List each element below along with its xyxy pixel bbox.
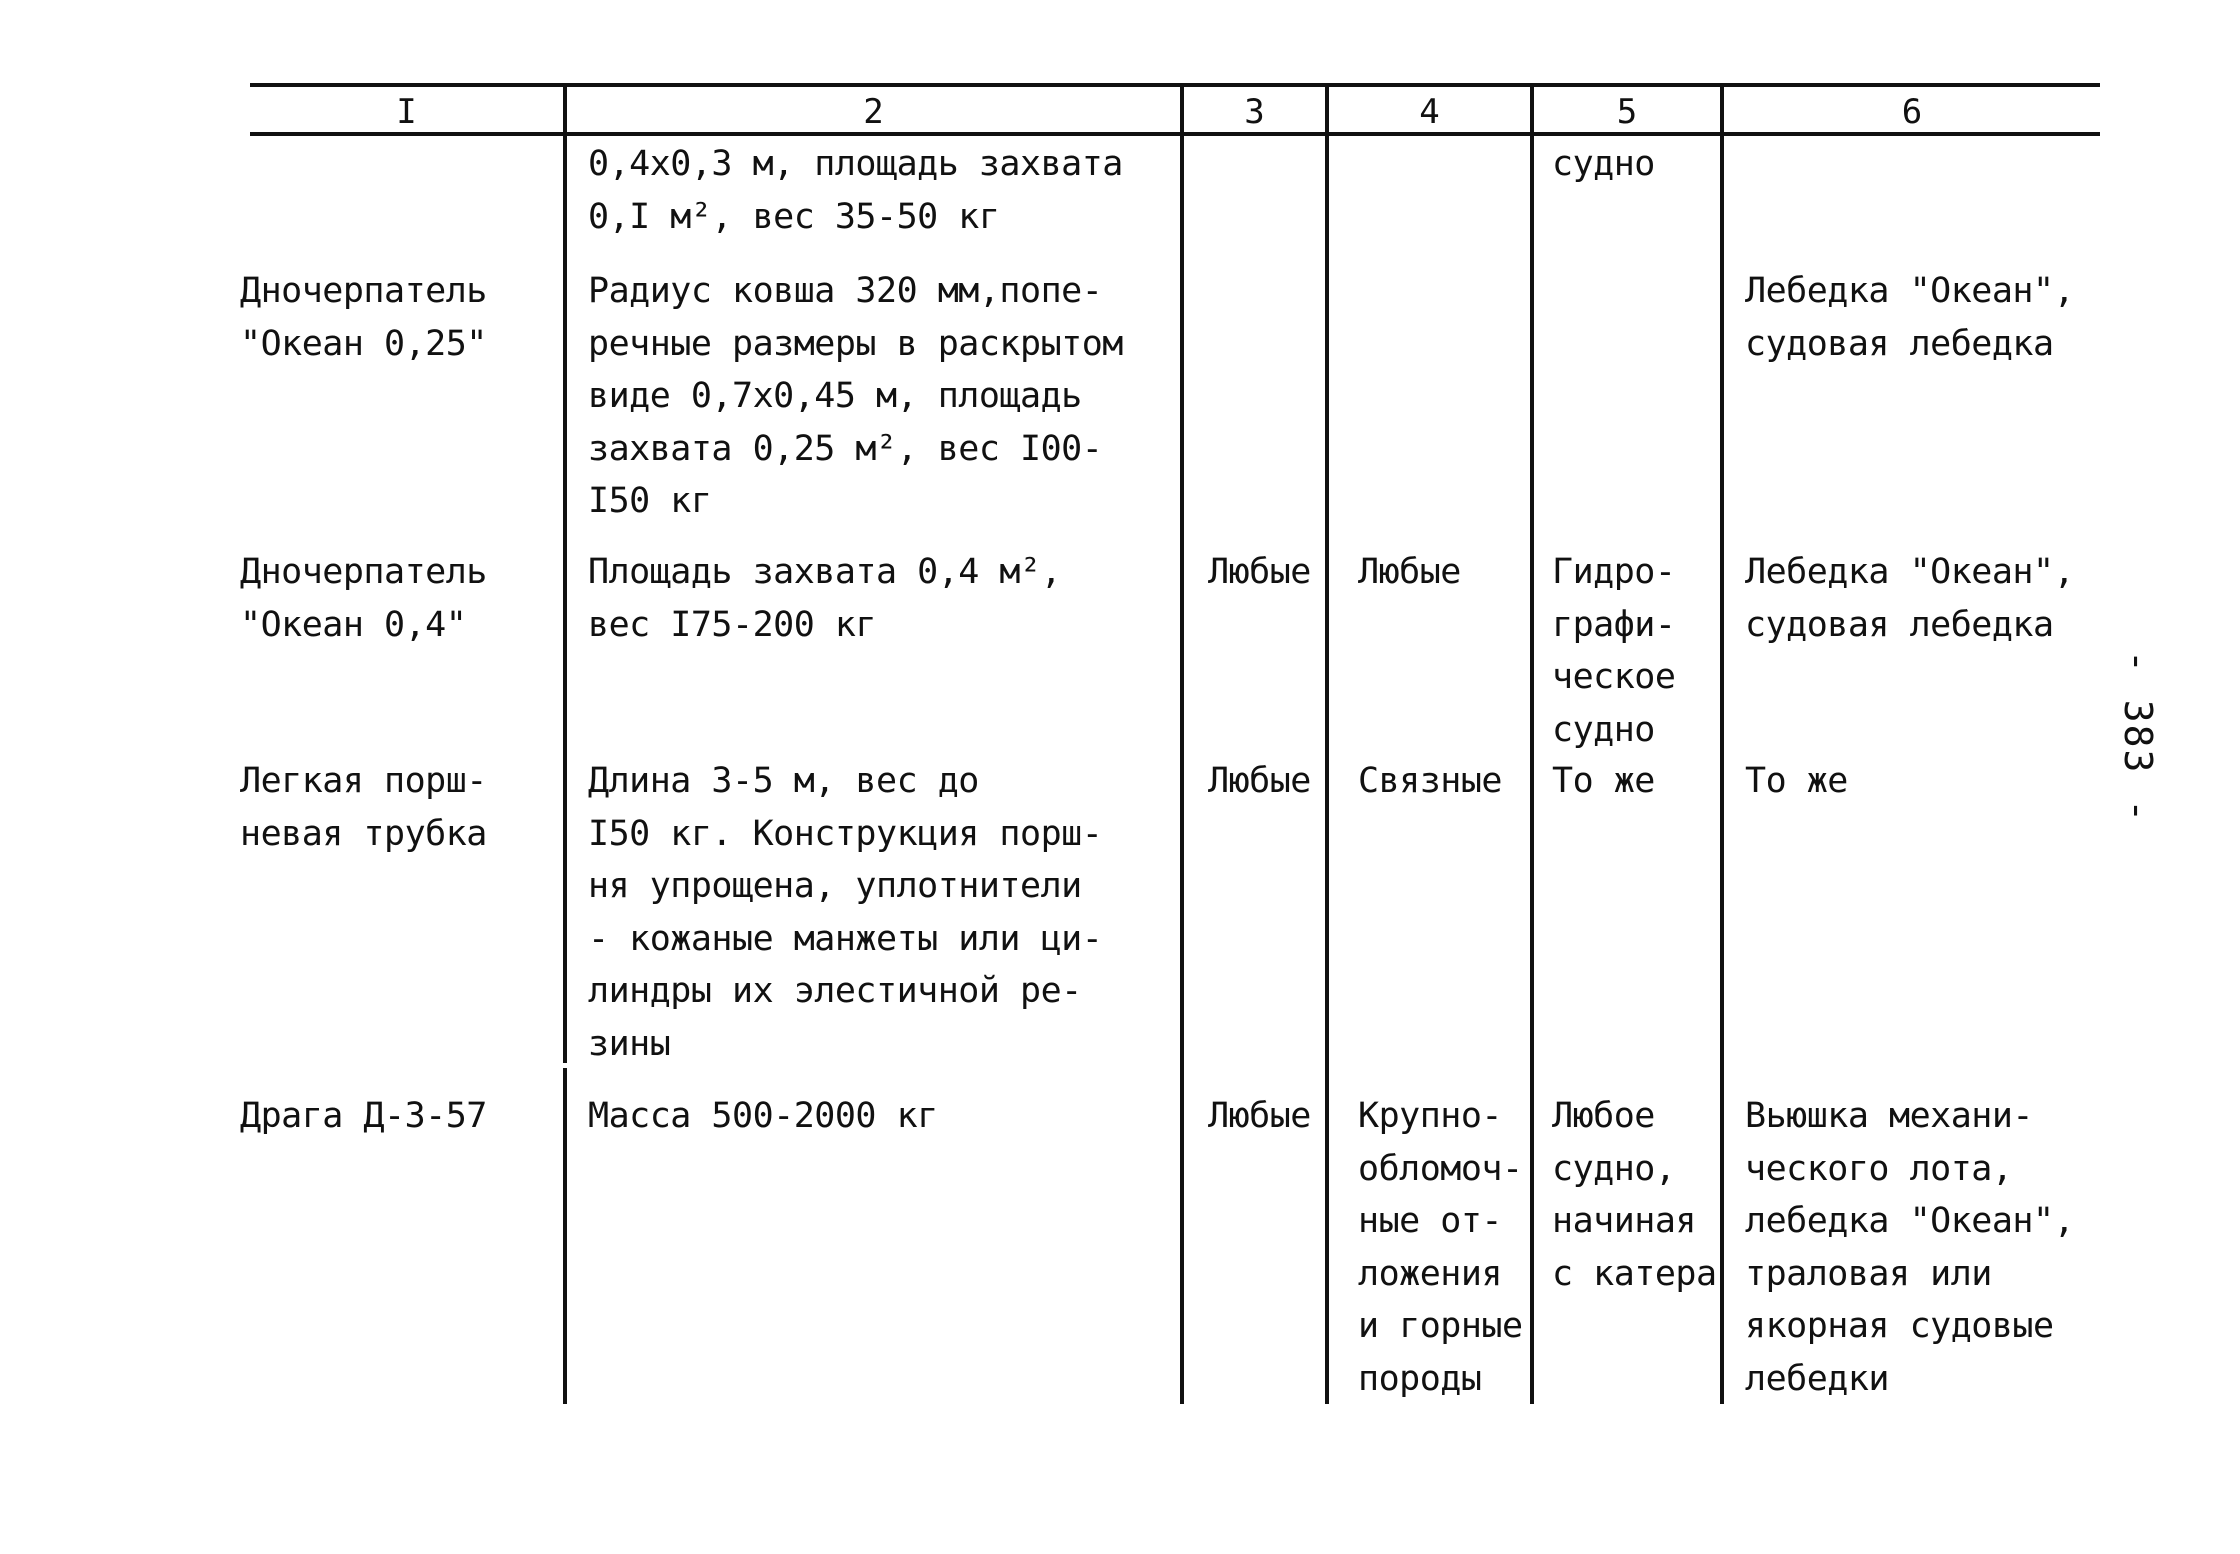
table-cell-r3-c3 bbox=[1208, 546, 1311, 599]
table-cell-r3-c6 bbox=[1745, 546, 2074, 651]
column-divider-1 bbox=[563, 83, 567, 1063]
cell-line: породы bbox=[1358, 1358, 1482, 1399]
cell-line: То же bbox=[1552, 761, 1655, 801]
cell-line: Дночерпатель bbox=[240, 271, 487, 311]
table-cell-r2-c1 bbox=[240, 265, 487, 370]
table-cell-r5-c3 bbox=[1208, 1090, 1311, 1143]
column-divider-3 bbox=[1325, 83, 1329, 1404]
cell-line: траловая или bbox=[1745, 1253, 1992, 1294]
cell-line: начиная bbox=[1552, 1201, 1697, 1241]
cell-line: и горные bbox=[1358, 1306, 1523, 1346]
cell-line: Гидро- bbox=[1552, 552, 1676, 592]
page-number: - 383 - bbox=[2116, 650, 2160, 825]
table-cell-r3-c1 bbox=[240, 546, 487, 651]
cell-line: лебедки bbox=[1745, 1358, 1890, 1399]
table-cell-r5-c2 bbox=[588, 1090, 938, 1143]
cell-line: Драга Д-3-57 bbox=[240, 1096, 487, 1136]
cell-line: ложения bbox=[1358, 1253, 1503, 1294]
column-divider-2 bbox=[1180, 83, 1184, 1404]
cell-line: судно bbox=[1552, 709, 1655, 750]
cell-line: графи- bbox=[1552, 604, 1676, 645]
cell-line: Лебедка "Океан", bbox=[1745, 271, 2075, 311]
column-header-3: 3 bbox=[1244, 92, 1265, 132]
cell-line: Любое bbox=[1552, 1096, 1655, 1136]
cell-line: ня упрощена, уплотнители bbox=[588, 866, 1082, 906]
table-cell-r1-c5 bbox=[1552, 138, 1655, 191]
cell-line: захвата 0,25 м², вес I00- bbox=[588, 428, 1103, 469]
column-header-5: 5 bbox=[1616, 92, 1638, 132]
cell-line: Площадь захвата 0,4 м², bbox=[588, 552, 1062, 592]
cell-line: Любые bbox=[1208, 761, 1311, 801]
cell-line: То же bbox=[1745, 761, 1848, 801]
cell-line: с катера bbox=[1552, 1253, 1717, 1294]
column-divider-4 bbox=[1530, 83, 1534, 1404]
cell-line: судно bbox=[1552, 144, 1655, 184]
cell-line: Крупно- bbox=[1358, 1096, 1503, 1136]
cell-line: лебедка "Океан", bbox=[1745, 1201, 2075, 1241]
cell-line: зины bbox=[588, 1023, 671, 1064]
table-cell-r5-c6 bbox=[1745, 1090, 2074, 1405]
column-divider-5 bbox=[1720, 83, 1724, 1404]
cell-line: обломоч- bbox=[1358, 1148, 1523, 1189]
table-cell-r3-c5 bbox=[1552, 546, 1675, 756]
table-cell-r4-c4 bbox=[1358, 755, 1502, 808]
table-cell-r1-c2 bbox=[588, 138, 1123, 243]
cell-line: Масса 500-2000 кг bbox=[588, 1096, 938, 1136]
table-cell-r2-c2 bbox=[588, 265, 1123, 528]
cell-line: Любые bbox=[1208, 1096, 1311, 1136]
cell-line: I50 кг bbox=[588, 481, 712, 521]
table-cell-r2-c6 bbox=[1745, 265, 2074, 370]
cell-line: ные от- bbox=[1358, 1201, 1503, 1241]
cell-line: Длина 3-5 м, вес до bbox=[588, 761, 979, 801]
cell-line: 0,I м², вес 35-50 кг bbox=[588, 196, 1000, 237]
cell-line: вес I75-200 кг bbox=[588, 604, 877, 645]
column-header-2: 2 bbox=[863, 92, 884, 132]
table-cell-r4-c3 bbox=[1208, 755, 1311, 808]
cell-line: - кожаные манжеты или ци- bbox=[588, 918, 1103, 959]
table-cell-r3-c2 bbox=[588, 546, 1061, 651]
header-bottom-rule bbox=[250, 132, 2100, 136]
cell-line: судовая лебедка bbox=[1745, 323, 2054, 364]
cell-line: "Океан 0,4" bbox=[240, 604, 467, 645]
cell-line: Связные bbox=[1358, 761, 1503, 801]
cell-line: ческого лота, bbox=[1745, 1148, 2013, 1189]
table-top-rule bbox=[250, 83, 2100, 87]
table-cell-r4-c5 bbox=[1552, 755, 1655, 808]
cell-line: судно, bbox=[1552, 1148, 1676, 1189]
cell-line: линдры их элестичной ре- bbox=[588, 971, 1082, 1011]
cell-line: виде 0,7х0,45 м, площадь bbox=[588, 376, 1082, 416]
cell-line: невая трубка bbox=[240, 813, 487, 854]
column-header-1: I bbox=[396, 92, 417, 132]
cell-line: Любые bbox=[1208, 552, 1311, 592]
table-cell-r4-c1 bbox=[240, 755, 487, 860]
cell-line: 0,4х0,3 м, площадь захвата bbox=[588, 144, 1123, 184]
cell-line: Радиус ковша 320 мм,попе- bbox=[588, 271, 1103, 311]
cell-line: Дночерпатель bbox=[240, 552, 487, 592]
column-header-4: 4 bbox=[1419, 92, 1440, 132]
cell-line: Вьюшка механи- bbox=[1745, 1096, 2034, 1136]
table-cell-r3-c4 bbox=[1358, 546, 1461, 599]
cell-line: I50 кг. Конструкция порш- bbox=[588, 813, 1103, 854]
table-cell-r5-c1 bbox=[240, 1090, 487, 1143]
cell-line: якорная судовые bbox=[1745, 1306, 2054, 1346]
cell-line: ческое bbox=[1552, 657, 1676, 697]
table-cell-r5-c5 bbox=[1552, 1090, 1717, 1300]
column-divider-1b bbox=[563, 1068, 567, 1404]
table-cell-r4-c2 bbox=[588, 755, 1102, 1070]
column-header-6: 6 bbox=[1901, 92, 1923, 132]
table-cell-r5-c4 bbox=[1358, 1090, 1523, 1405]
cell-line: Лебедка "Океан", bbox=[1745, 552, 2075, 592]
cell-line: Любые bbox=[1358, 552, 1461, 592]
cell-line: Легкая порш- bbox=[240, 761, 487, 801]
cell-line: речные размеры в раскрытом bbox=[588, 323, 1123, 364]
cell-line: "Океан 0,25" bbox=[240, 323, 487, 364]
table-cell-r4-c6 bbox=[1745, 755, 1848, 808]
cell-line: судовая лебедка bbox=[1745, 604, 2054, 645]
